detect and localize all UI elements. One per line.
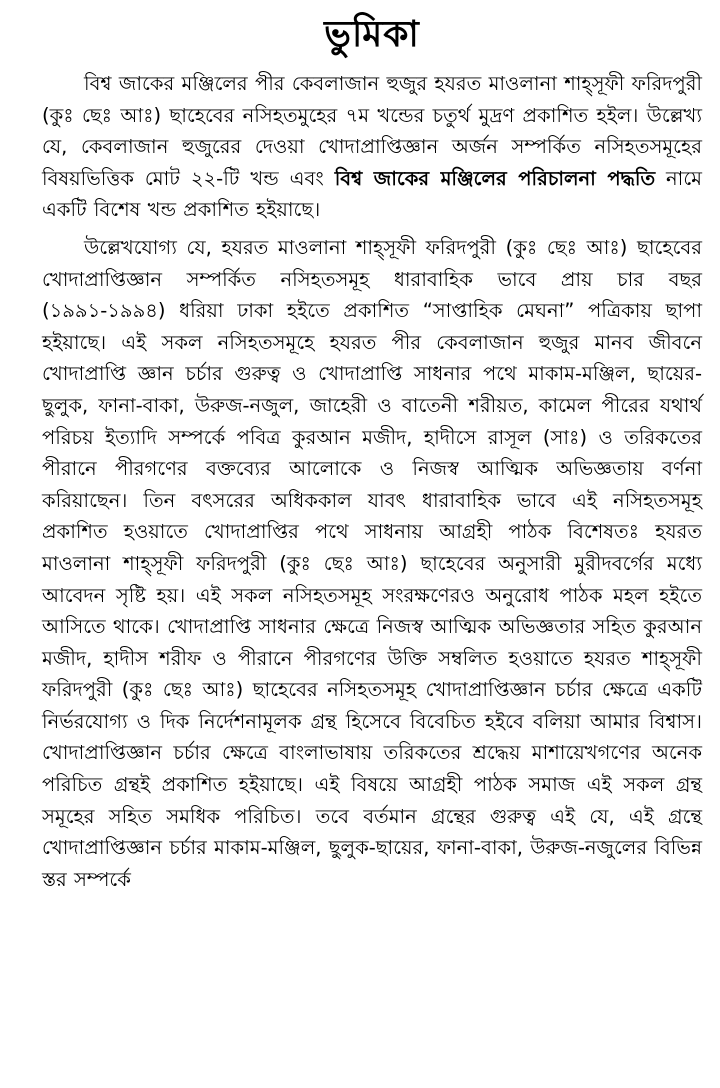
paragraph-2: উল্লেখযোগ্য যে, হযরত মাওলানা শাহ্সূফী ফরিদপুরী (কুঃ ছেঃ আঃ) ছাহেবের খোদাপ্রাপ্তিজ্ঞান সম্পর্কিত নসিহতসমূহ ধারাবাহিক ভাবে প্রায় চার বছর (১৯৯১-১৯৯৪) ধরিয়া ঢাকা হইতে প্রকাশিত “সাপ্তাহিক মেঘনা” পত্রিকায় ছাপা হইয়াছে। এই সকল নসিহতসমূহে হযরত পীর কেবলাজান হুজুর মানব জীবনে খোদাপ্রাপ্তি জ্ঞান চর্চার গুরুত্ব ও খোদাপ্রাপ্তি সাধনার পথে মাকাম-মঞ্জিল, ছায়ের-ছুলুক, ফানা-বাকা, উরুজ-নজুল, জাহেরী ও বাতেনী শরীয়ত, কামেল পীরের যথার্থ পরিচয় ইত্যাদি সম্পর্কে পবিত্র কুরআন মজীদ, হাদীসে রাসূল (সাঃ) ও তরিকতের পীরানে পীরগণের বক্তব্যের আলোকে ও নিজস্ব আত্মিক অভিজ্ঞতায় বর্ণনা করিয়াছেন। তিন বৎসরের অধিককাল যাবৎ ধারাবাহিক ভাবে এই নসিহতসমূহ প্রকাশিত হওয়াতে খোদাপ্রাপ্তির পথে সাধনায় আগ্রহী পাঠক বিশেষতঃ হযরত মাওলানা শাহ্সূফী ফরিদপুরী (কুঃ ছেঃ আঃ) ছাহেবের অনুসারী মুরীদবর্গের মধ্যে আবেদন সৃষ্টি হয়। এই সকল নসিহতসমূহ সংরক্ষণেরও অনুরোধ পাঠক মহল হইতে আসিতে থাকে। খোদাপ্রাপ্তি সাধনার ক্ষেত্রে নিজস্ব আত্মিক অভিজ্ঞতার সহিত কুরআন মজীদ, হাদীস শরীফ ও পীরানে পীরগণের উক্তি সম্বলিত হওয়াতে হযরত শাহ্সূফী ফরিদপুরী (কুঃ ছেঃ আঃ) ছাহেবের নসিহতসমূহ খোদাপ্রাপ্তিজ্ঞান চর্চার ক্ষেত্রে একটি নির্ভরযোগ্য ও দিক নির্দেশনামূলক গ্রন্থ হিসেবে বিবেচিত হইবে বলিয়া আমার বিশ্বাস। খোদাপ্রাপ্তিজ্ঞান চর্চার ক্ষেত্রে বাংলাভাষায় তরিকতের শ্রদ্ধেয় মাশায়েখগণের অনেক পরিচিত গ্রন্থই প্রকাশিত হইয়াছে। এই বিষয়ে আগ্রহী পাঠক সমাজ এই সকল গ্রন্থ সমূহের সহিত সমধিক পরিচিত। তবে বর্তমান গ্রন্থের গুরুত্ব এই যে, এই গ্রন্থে খোদাপ্রাপ্তিজ্ঞান চর্চার মাকাম-মঞ্জিল, ছুলুক-ছায়ের, ফানা-বাকা, উরুজ-নজুলের বিভিন্ন স্তর সম্পর্কে [42, 235, 702, 891]
paragraph-1-text-end: নামে একটি বিশেষ খন্ড প্রকাশিত হইয়াছে। [42, 166, 702, 222]
paragraph-1 [42, 68, 702, 226]
page-title: ভুমিকা [324, 14, 420, 55]
paragraph-1-bold-title: বিশ্ব জাকের মঞ্জিলের পরিচালনা পদ্ধতি [334, 166, 656, 190]
paragraph-1-text-start: বিশ্ব জাকের মঞ্জিলের পীর কেবলাজান হুজুর হযরত মাওলানা শাহ্সূফী ফরিদপুরী (কুঃ ছেঃ আঃ) ছাহেবের নসিহতমুহের ৭ম খন্ডের চতুর্থ মুদ্রণ প্রকাশিত হইল। উল্লেখ্য যে, কেবলাজান হুজুরের দেওয়া খোদাপ্রাপ্তিজ্ঞান অর্জন সম্পর্কিত নসিহতসমূহের বিষয়ভিত্তিক মোট ২২-টি খন্ড এবং [42, 72, 702, 190]
